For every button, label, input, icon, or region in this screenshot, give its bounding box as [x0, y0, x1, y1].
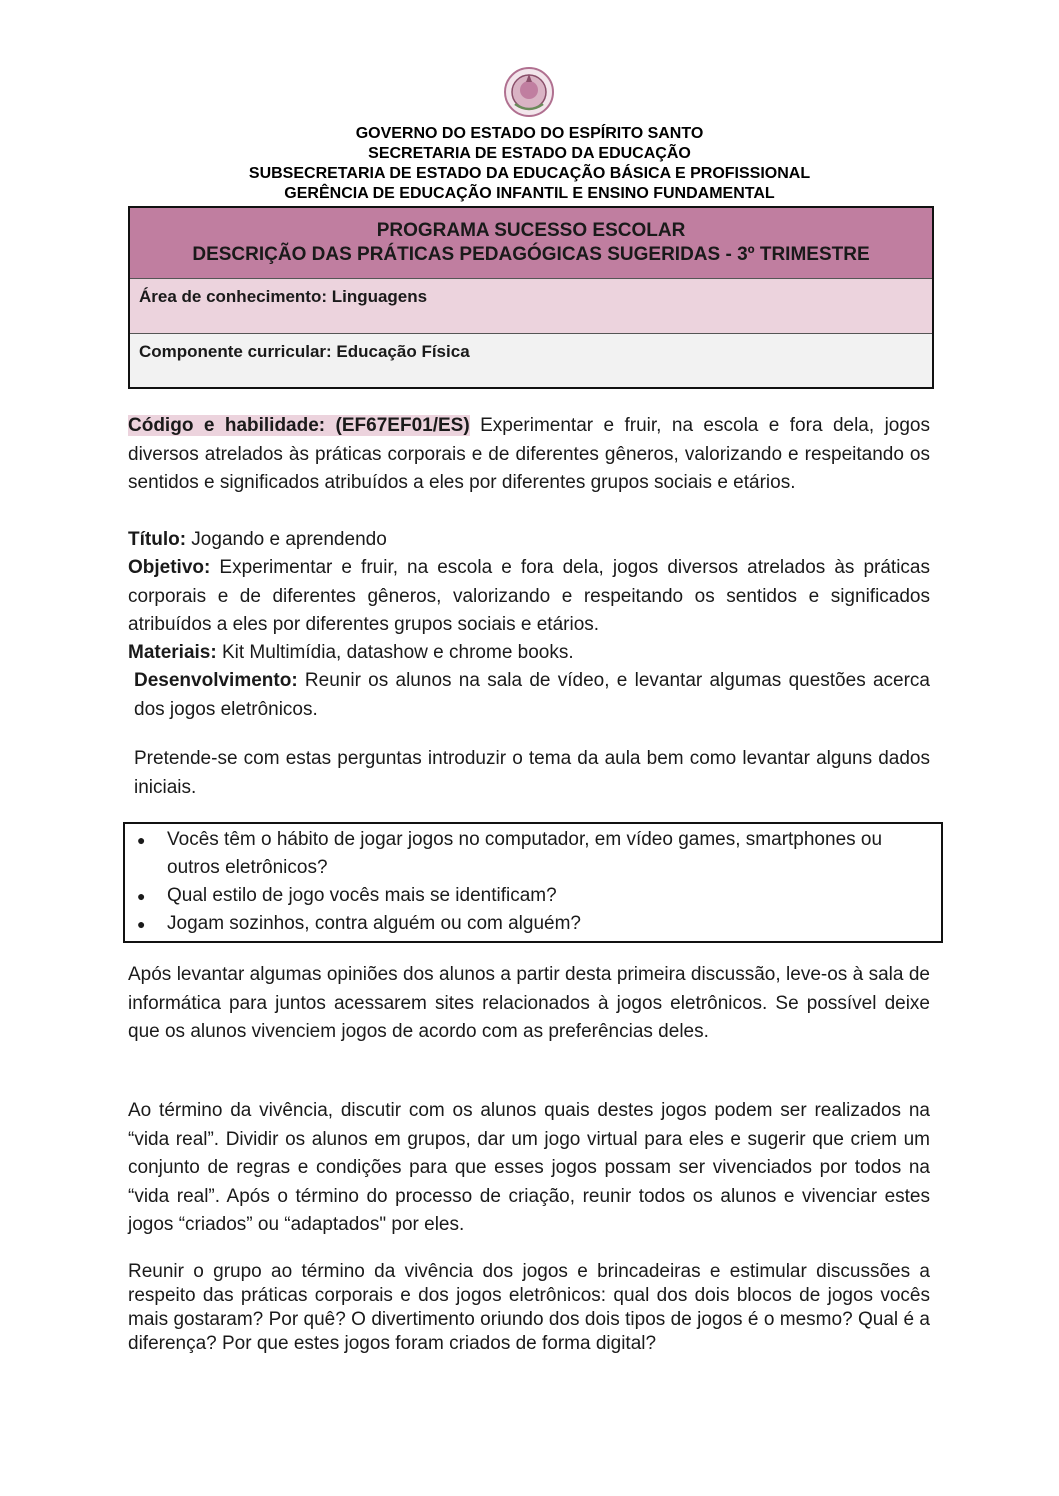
header-line-2: SECRETARIA DE ESTADO DA EDUCAÇÃO: [368, 145, 691, 162]
development-label: Desenvolvimento:: [134, 670, 298, 691]
materials-paragraph: [128, 639, 930, 668]
objective-label: Objetivo:: [128, 557, 211, 578]
question-item: ● Vocês têm o hábito de jogar jogos no computador, em vídeo games, smartphones ou outros eletrônicos?: [167, 826, 933, 882]
materials-label: Materiais:: [128, 642, 217, 663]
institution-header: [0, 124, 1059, 204]
objective-text: Experimentar e fruir, na escola e fora dela, jogos diversos atrelados às práticas corporais e de diferentes gêneros, valorizando e respeitando os sentidos e significados atribuídos a eles por diferentes grupos sociais e etários.: [128, 557, 930, 635]
materials-text: Kit Multimídia, datashow e chrome books.: [216, 642, 574, 663]
title-text: Jogando e aprendendo: [186, 529, 387, 550]
after-discussion-paragraph: Após levantar algumas opiniões dos alunos a partir desta primeira discussão, leve-os à sala de informática para juntos acessarem sites relacionados à jogos eletrônicos. Se possível deixe que os alunos vivenciem jogos de acordo com as preferências deles.: [128, 964, 930, 1042]
program-title-line-2: DESCRIÇÃO DAS PRÁTICAS PEDAGÓGICAS SUGERIDAS - 3º TRIMESTRE: [192, 244, 870, 265]
title-paragraph: [128, 526, 930, 555]
header-line-4: GERÊNCIA DE EDUCAÇÃO INFANTIL E ENSINO FUNDAMENTAL: [284, 185, 775, 202]
curricular-component: Componente curricular: Educação Física: [130, 334, 932, 387]
objective-paragraph: [128, 554, 930, 640]
header-line-1: GOVERNO DO ESTADO DO ESPÍRITO SANTO: [355, 125, 704, 142]
development-paragraph: [134, 667, 930, 724]
question-item: ● Jogam sozinhos, contra alguém ou com alguém?: [167, 910, 933, 938]
state-seal-icon: [503, 66, 555, 118]
skill-code-paragraph: [128, 412, 930, 498]
closing-discussion-paragraph: Reunir o grupo ao término da vivência dos jogos e brincadeiras e estimular discussões a respeito das práticas corporais e dos jogos eletrônicos: qual dos dois blocos de jogos vocês mais gostaram? Por quê? O divertimento oriundo dos dois tipos de jogos é o mesmo? Qual é a diferença? Por que estes jogos foram criados de forma digital?: [128, 1261, 930, 1354]
program-title-line-1: PROGRAMA SUCESSO ESCOLAR: [376, 220, 686, 241]
question-item: ● Qual estilo de jogo vocês mais se identificam?: [167, 882, 933, 910]
title-label: Título:: [128, 529, 187, 550]
question-list-box: [123, 822, 943, 943]
header-line-3: SUBSECRETARIA DE ESTADO DA EDUCAÇÃO BÁSICA E PROFISSIONAL: [248, 165, 811, 182]
question-list: [125, 826, 941, 938]
skill-code-label: Código e habilidade: (EF67EF01/ES): [128, 415, 470, 436]
program-info-box: [128, 206, 934, 389]
end-of-activity-paragraph: Ao término da vivência, discutir com os alunos quais destes jogos podem ser realizados na “vida real”. Dividir os alunos em grupos, dar um jogo virtual para eles e sugerir que criem um conjunto de regras e condições para que esses jogos possam ser vivenciados por todos na “vida real”. Após o término do processo de criação, reunir todos os alunos e vivenciar estes jogos “criados” ou “adaptados" por eles.: [128, 1100, 930, 1235]
program-title: [130, 208, 932, 279]
knowledge-area: Área de conhecimento: Linguagens: [130, 279, 932, 334]
development-text: Reunir os alunos na sala de vídeo, e levantar algumas questões acerca dos jogos eletrônicos.: [134, 670, 930, 720]
skill-code-text: Experimentar e fruir, na escola e fora dela, jogos diversos atrelados às práticas corporais e de diferentes gêneros, valorizando e respeitando os sentidos e significados atribuídos a eles por diferentes grupos sociais e etários.: [128, 415, 930, 493]
intro-paragraph: Pretende-se com estas perguntas introduzir o tema da aula bem como levantar alguns dados iniciais.: [134, 748, 930, 798]
